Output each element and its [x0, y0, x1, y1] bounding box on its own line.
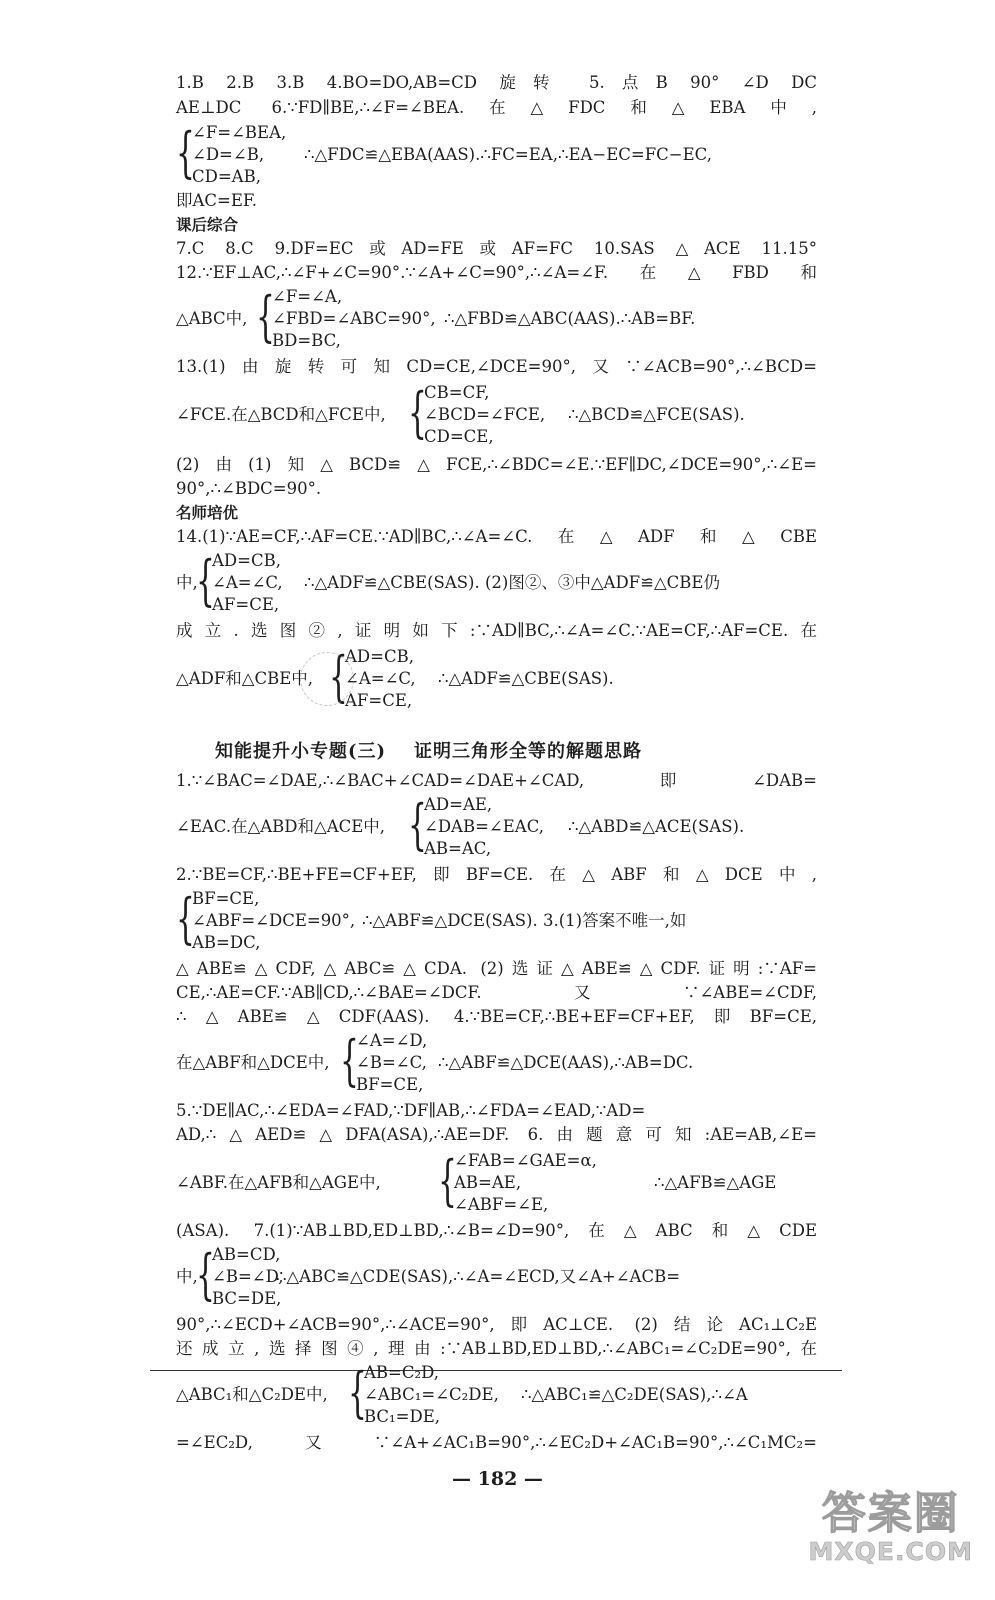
watermark-url: MXQE.COM: [808, 1537, 973, 1566]
system-eq: BC₁=DE,: [364, 1407, 441, 1426]
brace-symbol: {: [340, 1029, 359, 1092]
section-title-part: 证明三角形全等的解题思路: [414, 741, 643, 762]
equation-system: [176, 794, 816, 860]
answer-line: 90°,∴∠BDC=90°.: [176, 479, 322, 498]
system-conclusion: ∴△ABC≌△CDE(SAS),∴∠A=∠ECD,又∠A+∠ACB=: [276, 1267, 681, 1286]
answer-line: =∠EC₂D,又∵∠A+∠AC₁B=90°,∴∠EC₂D+∠AC₁B=90°,∴∠C₁MC₂=: [176, 1433, 817, 1452]
system-equations: [192, 888, 355, 954]
system-eq: AD=CB,: [212, 551, 281, 570]
system-eq: BD=BC,: [272, 331, 341, 350]
brace-symbol: {: [256, 285, 275, 348]
answer-line: 成立.选图②,证明如下:∵AD∥BC,∴∠A=∠C.∵AE=CF,∴AF=CE.在: [176, 621, 817, 640]
system-intro: 在△ABF和△DCE中,: [176, 1053, 330, 1072]
system-eq: CD=CE,: [424, 427, 494, 446]
system-intro: ∠EAC.在△ABD和△ACE中,: [176, 817, 386, 836]
system-eq: ∠ABF=∠E,: [454, 1195, 549, 1214]
answer-line: 7.C 8.C 9.DF=EC或AD=FE或AF=FC 10.SAS △ACE 11.15°: [176, 239, 817, 258]
equation-system: [176, 646, 816, 712]
system-eq: AD=CB,: [345, 647, 414, 666]
system-eq: ∠A=∠D,: [356, 1031, 428, 1050]
system-conclusion: ∴△FDC≌△EBA(AAS).∴FC=EA,∴EA−EC=FC−EC,: [304, 145, 712, 164]
system-equations: [364, 1362, 499, 1428]
system-eq: AF=CE,: [345, 691, 413, 710]
system-intro: △ABC中,: [176, 309, 248, 328]
section-heading: 课后综合: [176, 216, 239, 234]
system-equations: [454, 1150, 597, 1216]
system-eq: BF=CE,: [192, 889, 260, 908]
system-conclusion: ∴△ABF≌△DCE(SAS). 3.(1)答案不唯一,如: [362, 911, 687, 930]
system-conclusion: ∴△FBD≌△ABC(AAS).∴AB=BF.: [444, 309, 696, 328]
equation-system: [176, 382, 816, 448]
equation-system: [176, 1030, 816, 1096]
system-eq: ∠ABF=∠DCE=90°,: [192, 911, 356, 930]
system-eq: AB=AE,: [454, 1173, 522, 1192]
brace-symbol: {: [176, 887, 195, 950]
system-eq: AB=DC,: [192, 933, 261, 952]
answer-line: 1.B 2.B 3.B 4.BO=DO,AB=CD 旋转 5.点B 90° ∠D DC: [176, 73, 817, 92]
system-eq: AB=AC,: [424, 839, 492, 858]
system-eq: AD=AE,: [424, 795, 493, 814]
system-eq: AB=C₂D,: [364, 1363, 439, 1382]
system-eq: ∠FAB=∠GAE=α,: [454, 1151, 597, 1170]
system-equations: [212, 1244, 284, 1310]
system-eq: ∠F=∠A,: [272, 287, 343, 306]
system-equations: [424, 794, 544, 860]
system-eq: CD=AB,: [192, 167, 261, 186]
system-eq: BF=CE,: [356, 1075, 424, 1094]
answer-line: 13.(1)由旋转可知CD=CE,∠DCE=90°,又∵∠ACB=90°,∴∠BCD=: [176, 357, 817, 376]
answer-line: 12.∵EF⊥AC,∴∠F+∠C=90°.∵∠A+∠C=90°,∴∠A=∠F.在△FBD和: [176, 263, 817, 282]
system-conclusion: ∴△BCD≌△FCE(SAS).: [568, 405, 745, 424]
equation-system: [176, 1362, 816, 1428]
page-number: — 182 —: [452, 1468, 543, 1490]
brace-symbol: {: [408, 381, 427, 444]
system-eq: ∠F=∠BEA,: [192, 123, 287, 142]
brace-symbol: {: [408, 793, 427, 856]
system-conclusion: ∴△ADF≌△CBE(SAS). (2)图②、③中△ADF≌△CBE仍: [304, 573, 720, 592]
answer-line: 还成立,选择图④,理由:∵AB⊥BD,ED⊥BD,∴∠ABC₁=∠C₂DE=90°,在: [176, 1339, 817, 1358]
section-heading: 名师培优: [176, 504, 239, 522]
system-eq: BC=DE,: [212, 1289, 282, 1308]
brace-symbol: {: [438, 1149, 457, 1212]
answer-line: AE⊥DC 6.∵FD∥BE,∴∠F=∠BEA.在△FDC和△EBA中,: [176, 98, 817, 117]
watermark-text: 答案圈: [821, 1488, 960, 1539]
equation-system: [176, 888, 816, 954]
section-title-part: 知能提升小专题(三): [215, 741, 387, 762]
system-eq: ∠A=∠C,: [212, 573, 283, 592]
system-intro: 中,: [176, 573, 198, 592]
answer-line: △ABE≌△CDF,△ABC≌△CDA. (2)选证△ABE≌△CDF.证明:∵AF=: [176, 959, 817, 978]
system-equations: [272, 286, 436, 352]
system-conclusion: ∴△AFB≌△AGE: [654, 1173, 777, 1192]
system-eq: ∠D=∠B,: [192, 145, 265, 164]
system-conclusion: ∴△ABF≌△DCE(AAS),∴AB=DC.: [438, 1053, 694, 1072]
system-eq: ∠B=∠D,: [212, 1267, 284, 1286]
answer-line: 14.(1)∵AE=CF,∴AF=CE.∵AD∥BC,∴∠A=∠C.在△ADF和△CBE: [176, 527, 817, 546]
system-eq: ∠B=∠C,: [356, 1053, 427, 1072]
equation-system: [176, 550, 816, 616]
system-intro: 中,: [176, 1267, 198, 1286]
equation-system: [176, 286, 816, 352]
answer-line: ∴△ABE≌△CDF(AAS). 4.∵BE=CF,∴BE+EF=CF+EF,即BF=CE,: [176, 1007, 817, 1026]
system-intro: △ABC₁和△C₂DE中,: [176, 1385, 328, 1404]
answer-line: 即AC=EF.: [176, 191, 258, 210]
equation-system: [176, 122, 816, 188]
faded-stamp-mark: [300, 652, 354, 706]
system-conclusion: ∴△ADF≌△CBE(SAS).: [438, 669, 614, 688]
system-eq: ∠A=∠C,: [345, 669, 416, 688]
brace-symbol: {: [176, 121, 195, 184]
brace-symbol: {: [329, 645, 348, 708]
system-equations: [192, 122, 286, 188]
system-equations: [345, 646, 416, 712]
system-eq: ∠FBD=∠ABC=90°,: [272, 309, 436, 328]
answer-line: 1.∵∠BAC=∠DAE,∴∠BAC+∠CAD=∠DAE+∠CAD,即∠DAB=: [176, 771, 817, 790]
brace-symbol: {: [348, 1361, 367, 1424]
system-equations: [424, 382, 545, 448]
brace-symbol: {: [196, 549, 215, 612]
answer-line: CE,∴AE=CF.∵AB∥CD,∴∠BAE=∠DCF.又∵∠ABE=∠CDF,: [176, 983, 817, 1002]
system-eq: ∠ABC₁=∠C₂DE,: [364, 1385, 499, 1404]
equation-system: [176, 1244, 816, 1310]
system-intro: ∠ABF.在△AFB和△AGE中,: [176, 1173, 381, 1192]
answer-line: 2.∵BE=CF,∴BE+FE=CF+EF,即BF=CE.在△ABF和△DCE中,: [176, 865, 817, 884]
system-intro: ∠FCE.在△BCD和△FCE中,: [176, 405, 386, 424]
system-eq: AF=CE,: [212, 595, 280, 614]
answer-line: 90°,∴∠ECD+∠ACB=90°,∴∠ACE=90°,即AC⊥CE. (2)结论AC₁⊥C₂E: [176, 1315, 817, 1334]
answer-line: (ASA). 7.(1)∵AB⊥BD,ED⊥BD,∴∠B=∠D=90°,在△ABC和△CDE: [176, 1221, 817, 1240]
equation-system: [176, 1150, 816, 1216]
system-intro: △ADF和△CBE中,: [176, 669, 314, 688]
answer-line: AD,∴△AED≌△DFA(ASA),∴AE=DF. 6.由题意可知:AE=AB,∠E=: [176, 1125, 817, 1144]
answer-line: (2)由(1)知△BCD≌△FCE,∴∠BDC=∠E.∵EF∥DC,∠DCE=90°,∴∠E=: [176, 455, 817, 474]
system-eq: AB=CD,: [212, 1245, 281, 1264]
system-conclusion: ∴△ABD≌△ACE(SAS).: [568, 817, 745, 836]
system-eq: CB=CF,: [424, 383, 490, 402]
system-equations: [212, 550, 283, 616]
system-conclusion: ∴△ABC₁≌△C₂DE(SAS),∴∠A: [521, 1385, 748, 1404]
brace-symbol: {: [196, 1243, 215, 1306]
section-title: [215, 740, 642, 764]
system-equations: [356, 1030, 427, 1096]
system-eq: ∠DAB=∠EAC,: [424, 817, 544, 836]
watermark-logo: [809, 1490, 973, 1566]
system-eq: ∠BCD=∠FCE,: [424, 405, 546, 424]
answer-line: 5.∵DE∥AC,∴∠EDA=∠FAD,∵DF∥AB,∴∠FDA=∠EAD,∵AD=: [176, 1101, 646, 1120]
